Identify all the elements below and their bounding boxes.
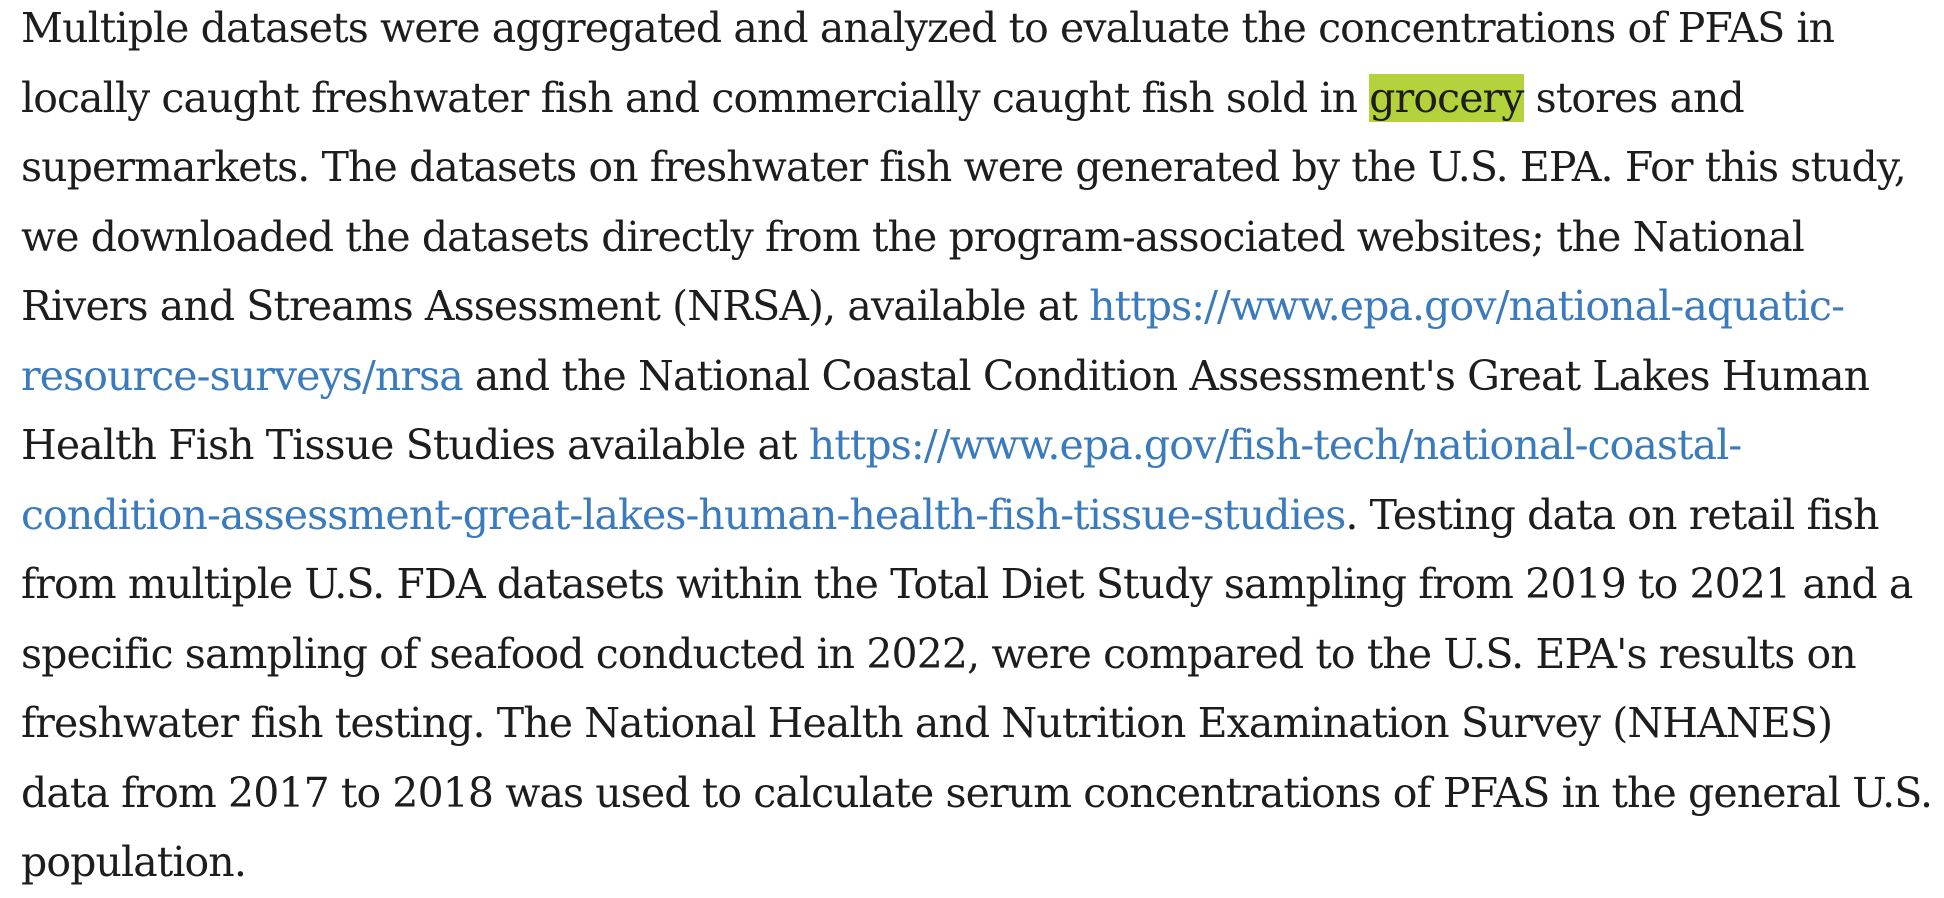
paragraph-line-11: freshwater fish testing. The National Health and Nutrition Examination Survey (NHANES) — [21, 699, 1833, 747]
line-5-text-start: Rivers and Streams Assessment (NRSA), available at — [21, 282, 1090, 330]
paragraph-line-6 — [21, 342, 1942, 412]
line-8-text-end: . Testing data on retail fish — [1345, 490, 1879, 539]
methods-paragraph — [21, 0, 1942, 898]
paragraph-line-12: data from 2017 to 2018 was used to calculate serum concentrations of PFAS in the general U.S. — [21, 768, 1933, 817]
paragraph-line-2 — [21, 64, 1942, 134]
line-2-text-end: stores and — [1523, 73, 1744, 122]
search-highlight-grocery: grocery — [1369, 73, 1524, 122]
paragraph-line-8 — [21, 481, 1942, 551]
line-7-text-start: Health Fish Tissue Studies available at — [21, 421, 809, 469]
paragraph-line-10: specific sampling of seafood conducted in 2022, were compared to the U.S. EPA's results on — [21, 629, 1856, 678]
line-6-text-end: and the National Coastal Condition Assessment's Great Lakes Human — [462, 351, 1870, 400]
fish-tissue-link-part-1[interactable]: https://www.epa.gov/fish-tech/national-coastal- — [808, 421, 1742, 469]
nrsa-link-part-1[interactable]: https://www.epa.gov/national-aquatic- — [1089, 282, 1845, 330]
paragraph-line-3: supermarkets. The datasets on freshwater fish were generated by the U.S. EPA. For this study, — [21, 143, 1906, 191]
line-2-text-start: locally caught freshwater fish and commercially caught fish sold in — [21, 73, 1370, 122]
nrsa-link-part-2[interactable]: resource-surveys/nrsa — [21, 351, 463, 400]
paragraph-line-9: from multiple U.S. FDA datasets within the Total Diet Study sampling from 2019 to 2021 and a — [21, 560, 1913, 608]
paragraph-line-4: we downloaded the datasets directly from the program-associated websites; the National — [21, 212, 1805, 261]
paragraph-line-7 — [21, 411, 1942, 481]
paragraph-line-1: Multiple datasets were aggregated and analyzed to evaluate the concentrations of PFAS in — [21, 4, 1835, 52]
fish-tissue-link-part-2[interactable]: condition-assessment-great-lakes-human-health-fish-tissue-studies — [21, 490, 1346, 539]
paragraph-line-5 — [21, 272, 1942, 342]
paragraph-line-13: population. — [21, 838, 246, 886]
